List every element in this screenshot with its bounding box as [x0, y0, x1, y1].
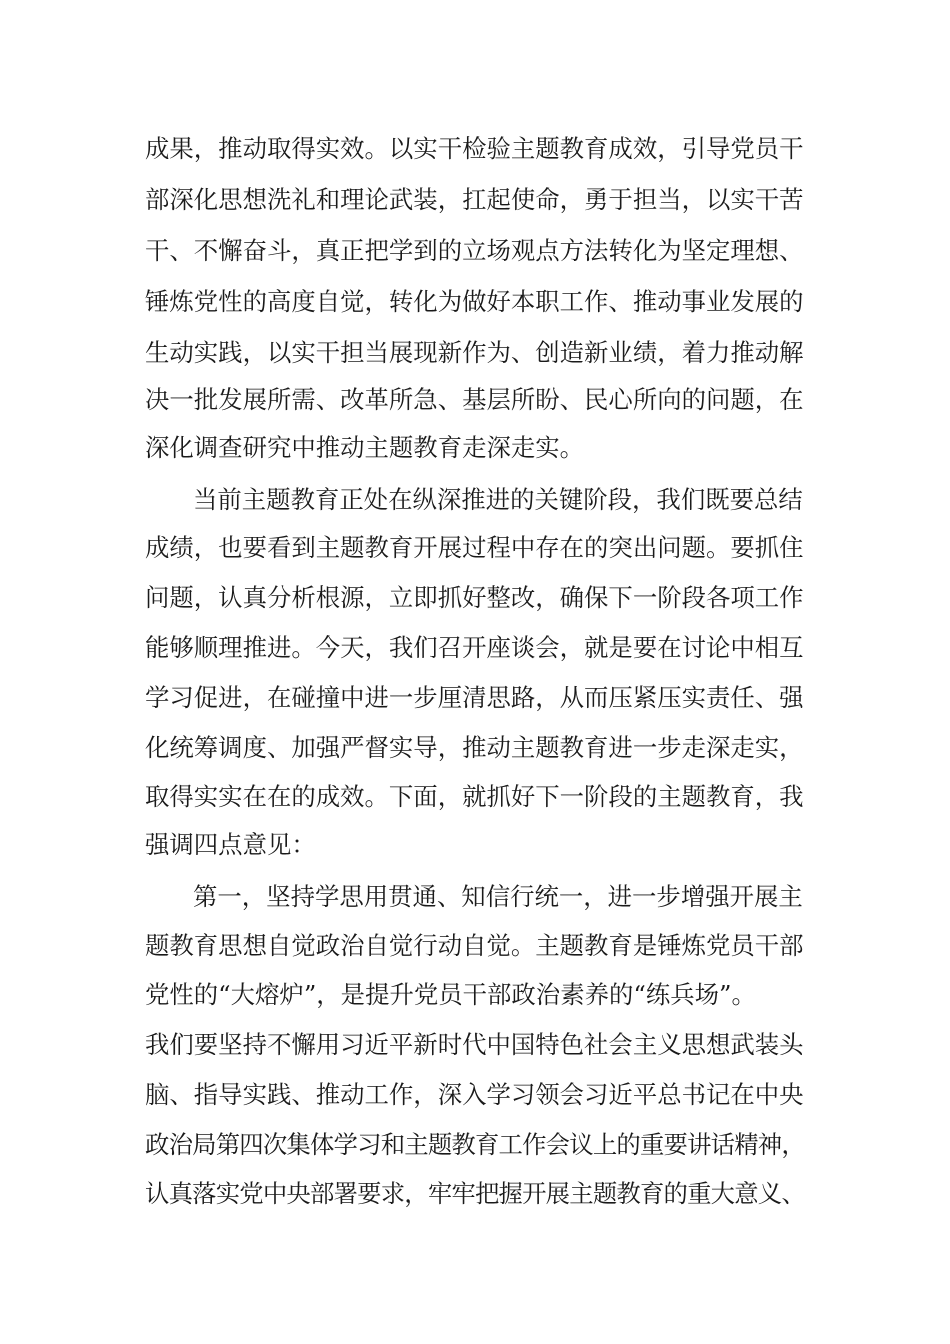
paragraph-first-line: 当前主题教育正处在纵深推进的关键阶段，我们既要总结	[193, 485, 803, 514]
text-line: 生动实践，以实干担当展现新作为、创造新业绩，着力推动解	[145, 338, 804, 367]
text-line: 干、不懈奋斗，真正把学到的立场观点方法转化为坚定理想、	[145, 236, 804, 265]
paragraph-first-line: 第一，坚持学思用贯通、知信行统一，进一步增强开展主	[193, 882, 803, 911]
text-line: 学习促进，在碰撞中进一步厘清思路，从而压紧压实责任、强	[145, 683, 804, 712]
text-line: 我们要坚持不懈用习近平新时代中国特色社会主义思想武装头	[145, 1030, 804, 1059]
text-line: 能够顺理推进。今天，我们召开座谈会，就是要在讨论中相互	[145, 633, 804, 662]
text-line: 成果，推动取得实效。以实干检验主题教育成效，引导党员干	[145, 134, 804, 163]
text-line: 脑、指导实践、推动工作，深入学习领会习近平总书记在中央	[145, 1080, 804, 1109]
text-line: 部深化思想洗礼和理论武装，扛起使命，勇于担当，以实干苦	[145, 185, 804, 214]
text-line: 党性的“大熔炉”，是提升党员干部政治素养的“练兵场”。	[145, 980, 756, 1009]
text-line: 取得实实在在的成效。下面，就抓好下一阶段的主题教育，我	[145, 782, 804, 811]
text-line: 成绩，也要看到主题教育开展过程中存在的突出问题。要抓住	[145, 533, 804, 562]
text-line: 强调四点意见：	[145, 830, 316, 859]
text-line: 化统筹调度、加强严督实导，推动主题教育进一步走深走实，	[145, 733, 804, 762]
text-line: 锤炼党性的高度自觉，转化为做好本职工作、推动事业发展的	[145, 287, 804, 316]
text-line: 问题，认真分析根源，立即抓好整改，确保下一阶段各项工作	[145, 583, 804, 612]
text-line: 决一批发展所需、改革所急、基层所盼、民心所向的问题，在	[145, 385, 804, 414]
text-line: 政治局第四次集体学习和主题教育工作会议上的重要讲话精神，	[145, 1130, 805, 1159]
text-line: 深化调查研究中推动主题教育走深走实。	[145, 433, 585, 462]
text-line: 题教育思想自觉政治自觉行动自觉。主题教育是锤炼党员干部	[145, 931, 804, 960]
text-line: 认真落实党中央部署要求，牢牢把握开展主题教育的重大意义、	[145, 1179, 805, 1208]
